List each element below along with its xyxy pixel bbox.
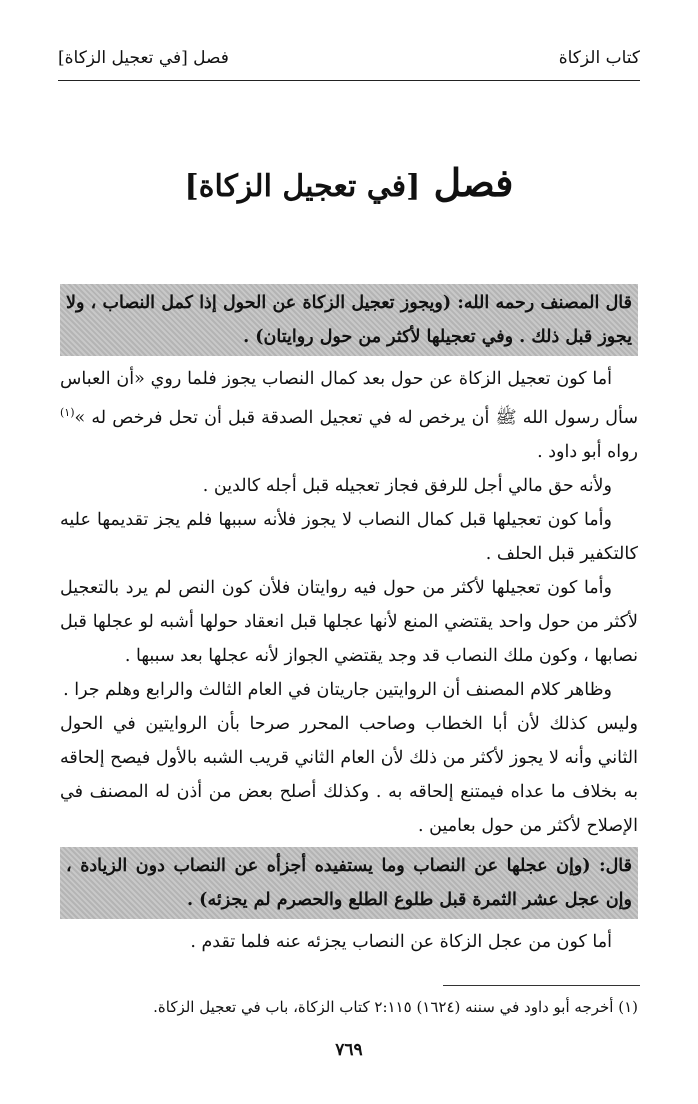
matn-block-2 bbox=[60, 847, 638, 919]
matn-block-1 bbox=[60, 284, 638, 356]
chapter-title bbox=[0, 160, 698, 205]
paragraph-7: أما كون من عجل الزكاة عن النصاب يجزئه عنه فلما تقدم . bbox=[190, 931, 612, 952]
paragraph-5: وظاهر كلام المصنف أن الروايتين جاريتان في العام الثالث والرابع وهلم جرا . bbox=[63, 679, 612, 700]
body-text bbox=[60, 280, 638, 959]
footnote: (١) أخرجه أبو داود في سننه (١٦٢٤) ٢:١١٥ كتاب الزكاة، باب في تعجيل الزكاة. bbox=[153, 998, 638, 1016]
paragraph-1-text: أما كون تعجيل الزكاة عن حول بعد كمال النصاب يجوز فلما روي «أن العباس سأل رسول الله ﷺ أن يرخص له في تعجيل الصدقة قبل أن تحل فرخص له » bbox=[60, 369, 638, 428]
chapter-title-main: فصل bbox=[433, 160, 514, 205]
matn-text-2: قال: (وإن عجلها عن النصاب وما يستفيده أجزأه عن النصاب دون الزيادة ، وإن عجل عشر الثمرة قبل طلوع الطلع والحصرم لم يجزئه) . bbox=[66, 855, 632, 910]
paragraph-4: وأما كون تعجيلها لأكثر من حول فيه روايتان فلأن كون النص لم يرد بالتعجيل لأكثر من حول واحد يقتضي المنع لأنها عجلها قبل انعقاد حولها أشبه لو عجلها قبل نصابها ، وكون ملك النصاب قد وجد يقتضي الجواز لأنه عجلها بعد سببها . bbox=[60, 577, 638, 666]
paragraph-1 bbox=[60, 362, 638, 469]
header-section-title: فصل [في تعجيل الزكاة] bbox=[58, 48, 229, 68]
header-rule bbox=[58, 80, 640, 81]
footnote-rule bbox=[443, 985, 640, 986]
paragraph-3: وأما كون تعجيلها قبل كمال النصاب لا يجوز فلأنه سببها فلم يجز تقديمها عليه كالتكفير قبل الحلف . bbox=[60, 509, 638, 564]
page-number: ٧٦٩ bbox=[335, 1040, 363, 1060]
header-book-title: كتاب الزكاة bbox=[558, 48, 640, 68]
paragraph-2: ولأنه حق مالي أجل للرفق فجاز تعجيله قبل أجله كالدين . bbox=[202, 475, 612, 496]
footnote-ref: (١) bbox=[60, 406, 75, 419]
running-header bbox=[58, 48, 640, 68]
matn-text-1: قال المصنف رحمه الله: (ويجوز تعجيل الزكاة عن الحول إذا كمل النصاب ، ولا يجوز قبل ذلك . وفي تعجيلها لأكثر من حول روايتان) . bbox=[66, 293, 632, 347]
chapter-title-bracketed: [في تعجيل الزكاة] bbox=[184, 169, 421, 204]
paragraph-1-tail: رواه أبو داود . bbox=[537, 441, 638, 462]
paragraph-6: وليس كذلك لأن أبا الخطاب وصاحب المحرر صرحا بأن الروايتين في الحول الثاني وأنه لا يجوز لأكثر من ذلك لأن العام الثاني قريب الشبه بالأول فيصح إلحاقه به بخلاف ما عداه فيمتنع إلحاقه به . وكذلك أصلح بعض من أذن له المصنف في الإصلاح لأكثر من حول بعامين . bbox=[60, 713, 638, 836]
